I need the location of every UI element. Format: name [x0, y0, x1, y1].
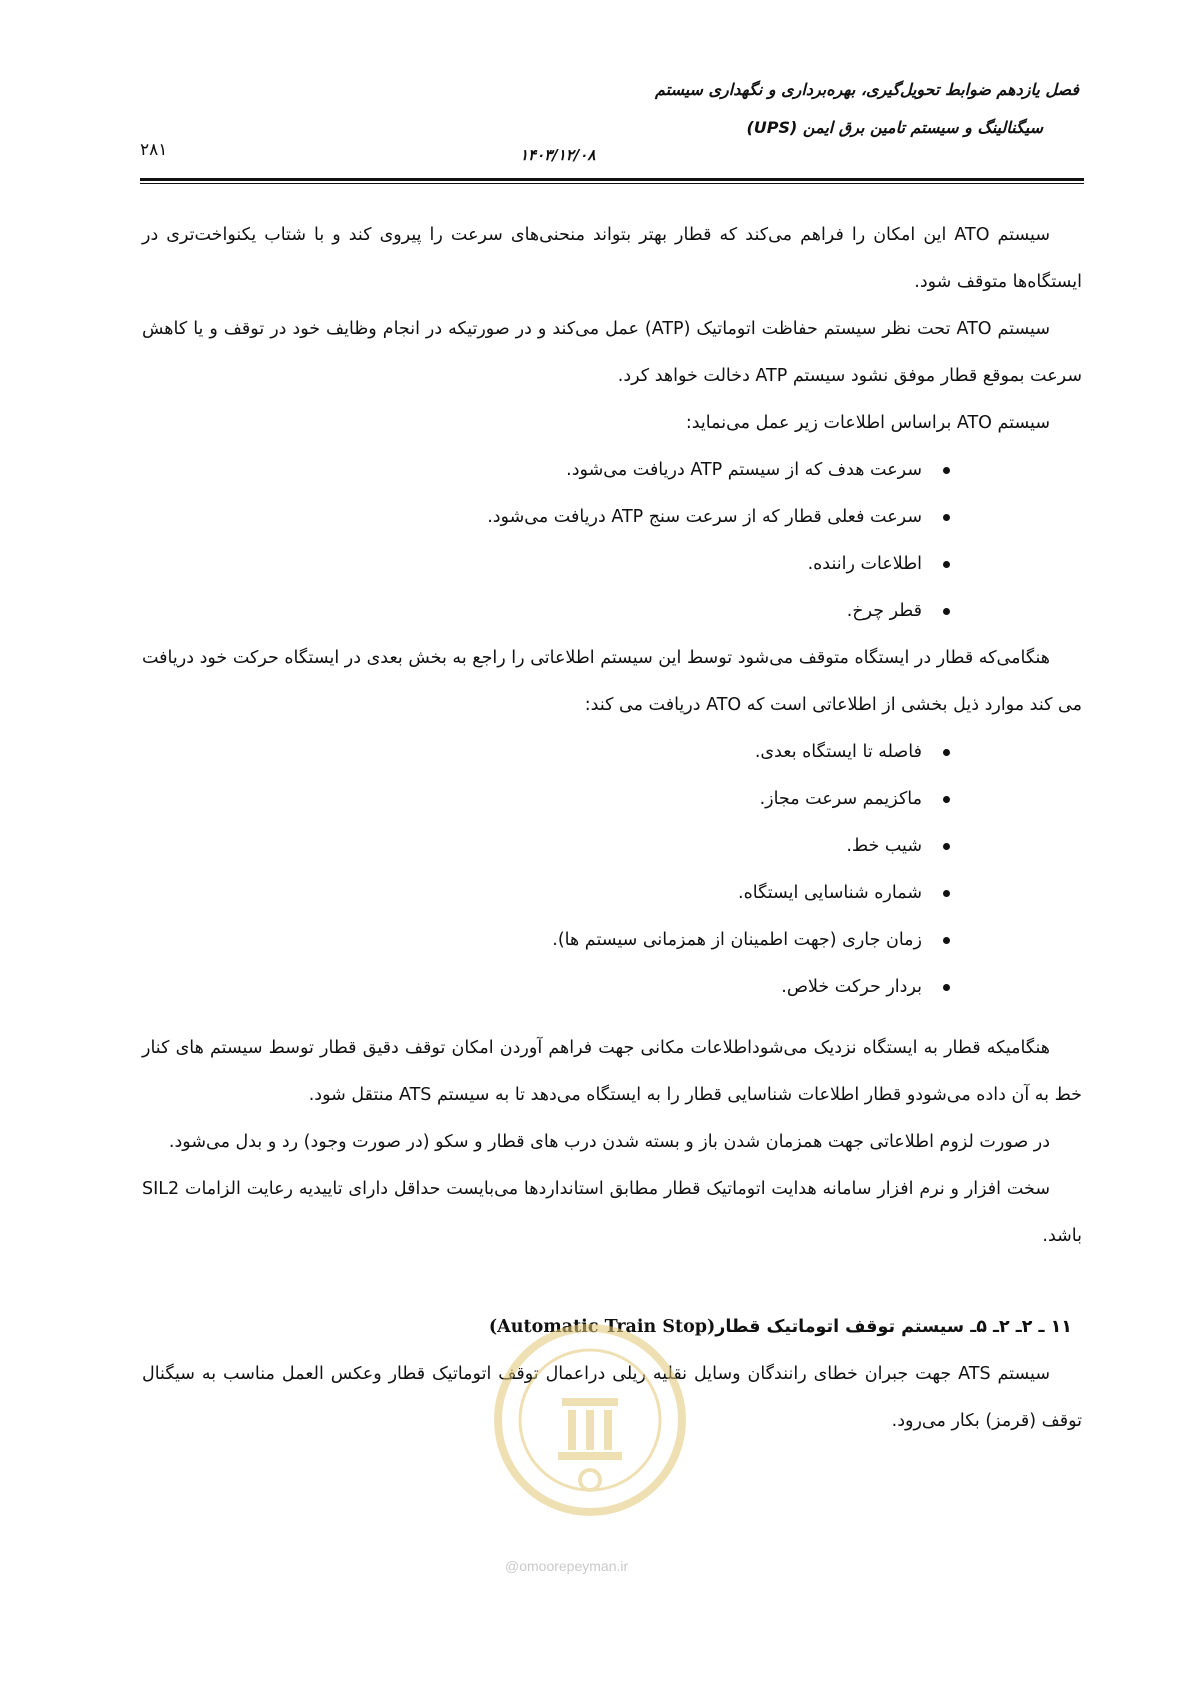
bullet-list-ato-inputs: [142, 447, 1082, 635]
list-item: سرعت هدف که از سیستم ATP دریافت می‌شود.: [142, 447, 952, 494]
paragraph-ato-intro: سیستم ATO این امکان را فراهم می‌کند که قطار بهتر بتواند منحنی‌های سرعت را پیروی کند و با شتاب یکنواخت‌تری در ایستگاه‌ها متوقف شود.: [142, 225, 1082, 292]
list-item: اطلاعات راننده.: [142, 541, 952, 588]
paragraph-ato-atp: سیستم ATO تحت نظر سیستم حفاظت اتوماتیک (ATP) عمل می‌کند و در صورتیکه در انجام وظایف خود در توقف و یا کاهش سرعت بموقع قطار موفق نشود سیستم ATP دخالت خواهد کرد.: [142, 319, 1082, 386]
bullet-list-station-info: [142, 729, 1082, 1011]
paragraph-sil2: سخت افزار و نرم افزار سامانه هدایت اتوماتیک قطار مطابق استانداردها می‌بایست حداقل دارای تاییدیه رعایت الزامات SIL2 باشد.: [142, 1179, 1082, 1246]
list-item: قطر چرخ.: [142, 588, 952, 635]
watermark-url: @omoorepeyman.ir: [505, 1558, 629, 1574]
header-rule-thick: [140, 178, 1084, 181]
page-number: ۲۸۱: [140, 140, 168, 160]
section-number: ۱۱ ـ ۲ـ ۲ـ ۵ـ: [970, 1317, 1072, 1337]
list-item: شیب خط.: [142, 823, 952, 870]
page-content: [142, 212, 1082, 1445]
header-rule-thin: [140, 183, 1084, 184]
list-item: بردار حرکت خلاص.: [142, 964, 952, 1011]
chapter-title-line2: سیگنالینگ و سیستم تامین برق ایمن (UPS): [746, 118, 1043, 137]
chapter-title-line1: فصل یازدهم ضوابط تحویل‌گیری، بهره‌برداری و نگهداری سیستم: [654, 80, 1079, 99]
list-item: ماکزیمم سرعت مجاز.: [142, 776, 952, 823]
section-heading: [142, 1304, 1082, 1351]
paragraph-doors: در صورت لزوم اطلاعاتی جهت همزمان شدن باز و بسته شدن درب های قطار و سکو (در صورت وجود) رد و بدل می‌شود.: [168, 1132, 1050, 1152]
list-item: سرعت فعلی قطار که از سرعت سنج ATP دریافت می‌شود.: [142, 494, 952, 541]
paragraph-station-info: هنگامی‌که قطار در ایستگاه متوقف می‌شود توسط این سیستم اطلاعاتی را راجع به بخش بعدی در ایستگاه حرکت خود دریافت می کند موارد ذیل بخشی از اطلاعاتی است که ATO دریافت می کند:: [142, 648, 1082, 715]
list-item: فاصله تا ایستگاه بعدی.: [142, 729, 952, 776]
section-title-english: (Automatic Train Stop): [488, 1317, 716, 1337]
paragraph-approach: هنگامیکه قطار به ایستگاه نزدیک می‌شوداطلاعات مکانی جهت فراهم آوردن امکان توقف دقیق قطار توسط سیستم های کنار خط به آن داده می‌شودو قطار اطلاعات شناسایی قطار را به ایستگاه می‌دهد تا به سیستم ATS منتقل شود.: [142, 1038, 1082, 1105]
list-item: زمان جاری (جهت اطمینان از همزمانی سیستم ها).: [142, 917, 952, 964]
document-date: ۱۴۰۳/۱۲/۰۸: [520, 146, 596, 164]
section-title: سیستم توقف اتوماتیک قطار: [715, 1317, 965, 1337]
list-item: شماره شناسایی ایستگاه.: [142, 870, 952, 917]
paragraph-ato-inputs: سیستم ATO براساس اطلاعات زیر عمل می‌نماید:: [685, 413, 1050, 433]
paragraph-ats: سیستم ATS جهت جبران خطای رانندگان وسایل نقلیه ریلی دراعمال توقف اتوماتیک قطار وعکس العمل مناسب به سیگنال توقف (قرمز) بکار می‌رود.: [142, 1364, 1082, 1431]
